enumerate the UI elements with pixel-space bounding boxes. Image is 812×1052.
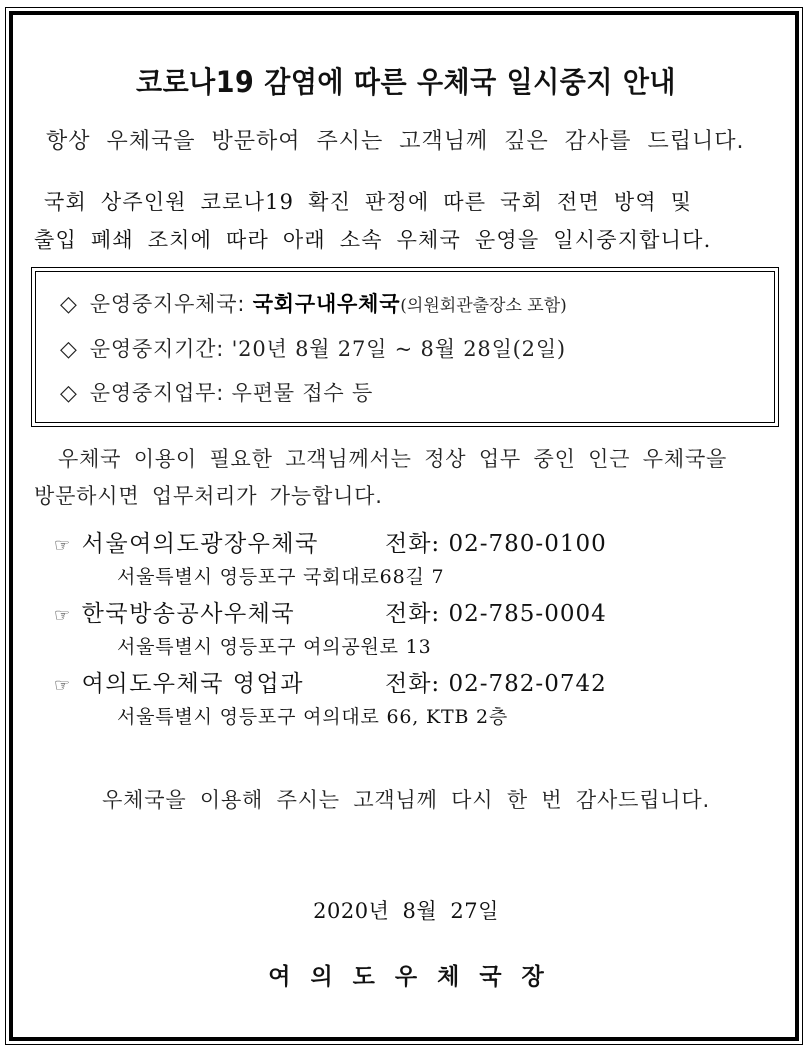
- pointing-hand-icon: ☞: [54, 535, 72, 556]
- closing-paragraph: 우체국을 이용해 주시는 고객님께 다시 한 번 감사드립니다.: [102, 788, 710, 812]
- detail-label: 운영중지업무:: [89, 381, 232, 405]
- nearby-paragraph-line-1: 우체국 이용이 필요한 고객님께서는 정상 업무 중인 인근 우체국을: [58, 447, 728, 471]
- office-address: 서울특별시 영등포구 국회대로68길 7: [117, 566, 445, 588]
- diamond-bullet-icon: ◇: [60, 337, 78, 362]
- body-paragraph-line-1: 국회 상주인원 코로나19 확진 판정에 따른 국회 전면 방역 및: [44, 190, 693, 214]
- suspended-services-value: 우편물 접수 등: [231, 381, 374, 405]
- office-address: 서울특별시 영등포구 여의공원로 13: [117, 636, 432, 658]
- office-name-text: 여의도우체국 영업과: [81, 671, 304, 697]
- nearby-paragraph-line-2: 방문하시면 업무처리가 가능합니다.: [34, 484, 383, 508]
- office-address: 서울특별시 영등포구 여의대로 66, KTB 2층: [117, 706, 509, 728]
- pointing-hand-icon: ☞: [54, 675, 72, 696]
- office-name-text: 서울여의도광장우체국: [81, 531, 319, 557]
- detail-suspended-services: [60, 377, 373, 407]
- body-paragraph-line-2: 출입 폐쇄 조치에 따라 아래 소속 우체국 운영을 일시중지합니다.: [34, 228, 712, 252]
- diamond-bullet-icon: ◇: [60, 381, 78, 406]
- suspended-office-note: (의원회관출장소 포함): [400, 296, 567, 316]
- office-item-name: [54, 665, 304, 698]
- office-phone: 전화: 02-785-0004: [385, 601, 607, 627]
- diamond-bullet-icon: ◇: [60, 292, 78, 317]
- office-item-name: [54, 595, 295, 628]
- notice-title: 코로나19 감염에 따른 우체국 일시중지 안내: [136, 66, 676, 100]
- office-phone: 전화: 02-780-0100: [385, 531, 607, 557]
- detail-label: 운영중지우체국:: [89, 292, 253, 316]
- suspension-period-value: '20년 8월 27일 ~ 8월 28일(2일): [231, 337, 566, 361]
- detail-suspended-office: [60, 288, 567, 318]
- suspended-office-name: 국회구내우체국: [252, 292, 401, 316]
- detail-suspension-period: [60, 333, 566, 363]
- pointing-hand-icon: ☞: [54, 605, 72, 626]
- office-name-text: 한국방송공사우체국: [81, 601, 296, 627]
- office-item-name: [54, 525, 319, 558]
- notice-date: 2020년 8월 27일: [313, 899, 499, 923]
- intro-paragraph: 항상 우체국을 방문하여 주시는 고객님께 깊은 감사를 드립니다.: [46, 129, 745, 154]
- detail-label: 운영중지기간:: [89, 337, 232, 361]
- office-phone: 전화: 02-782-0742: [385, 671, 607, 697]
- signature: 여의도우체국장: [268, 964, 564, 990]
